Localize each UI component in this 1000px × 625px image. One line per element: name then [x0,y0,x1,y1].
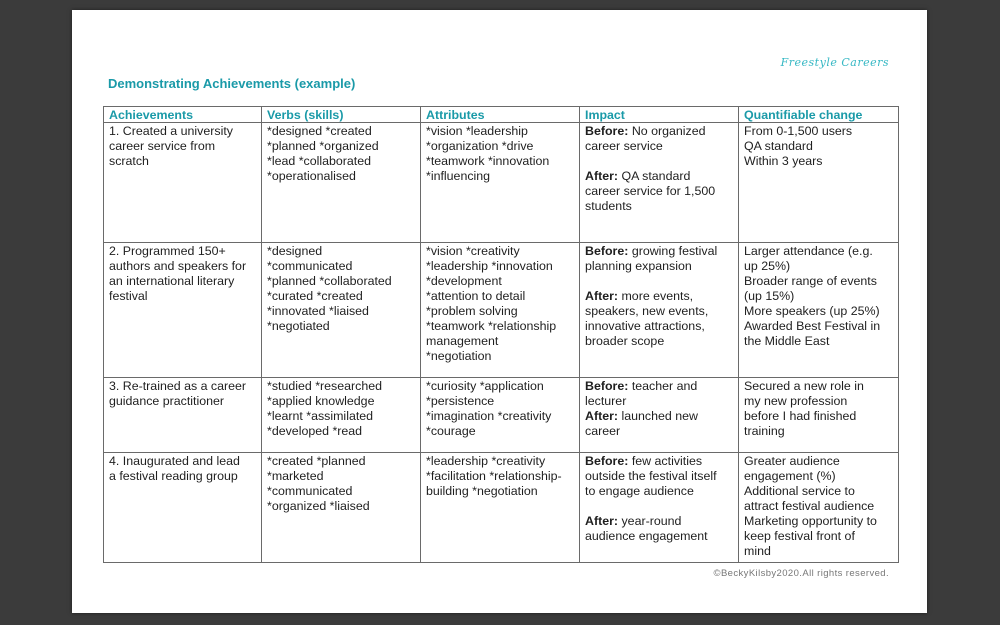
cell-line: *vision *creativity [426,244,520,258]
impact-line [585,169,733,184]
cell-line: before I had finished [744,409,857,423]
cell-line: *leadership *creativity [426,454,546,468]
before-label: Before: [585,244,629,258]
impact-text: teacher and [628,379,698,393]
cell-line: *operationalised [267,169,356,183]
impact-line: innovative attractions, [585,319,705,333]
cell-line: *persistence [426,394,495,408]
quantifiable-change-cell [739,243,899,378]
before-label: Before: [585,379,629,393]
impact-line: speakers, new events, [585,304,709,318]
cell-line: *designed [267,244,323,258]
cell-line: *imagination *creativity [426,409,552,423]
cell-line: Awarded Best Festival in [744,319,881,333]
impact-line: audience engagement [585,529,708,543]
table-row [104,453,899,563]
table-header-row [104,107,899,123]
cell-line: *negotiated [267,319,330,333]
cell-line: my new profession [744,394,848,408]
cell-line: Secured a new role in [744,379,864,393]
page-title: Demonstrating Achievements (example) [108,76,356,91]
achievements-table [103,106,899,563]
impact-line [585,379,733,394]
quantifiable-change-cell [739,378,899,453]
after-label: After: [585,289,619,303]
cell-line: 4. Inaugurated and lead [109,454,240,468]
document-page [72,10,927,613]
header-achievements: Achievements [104,107,262,123]
cell-line: *communicated [267,259,353,273]
quantifiable-change-cell [739,453,899,563]
cell-line: 1. Created a university [109,124,233,138]
cell-line: *learnt *assimilated [267,409,374,423]
attributes-cell [421,453,580,563]
cell-line: *planned *organized [267,139,379,153]
cell-line: guidance practitioner [109,394,225,408]
before-label: Before: [585,124,629,138]
verbs-cell [262,243,421,378]
cell-line: *attention to detail [426,289,526,303]
spacer [585,154,733,169]
cell-line: Greater audience [744,454,840,468]
cell-line: *development [426,274,502,288]
cell-line: *facilitation *relationship- [426,469,562,483]
impact-text: year-round [618,514,682,528]
impact-cell [580,243,739,378]
cell-line: 2. Programmed 150+ [109,244,226,258]
cell-line: *organization *drive [426,139,534,153]
cell-line: *vision *leadership [426,124,528,138]
impact-cell [580,453,739,563]
cell-line: Additional service to [744,484,855,498]
cell-line: *problem solving [426,304,518,318]
impact-line: broader scope [585,334,665,348]
copyright-footer: ©BeckyKilsby2020.All rights reserved. [713,568,889,579]
before-label: Before: [585,454,629,468]
cell-line: *planned *collaborated [267,274,392,288]
cell-line: *applied knowledge [267,394,375,408]
brand-logo: Freestyle Careers [780,56,889,69]
impact-line: students [585,199,632,213]
cell-line: *influencing [426,169,491,183]
cell-line: From 0-1,500 users [744,124,853,138]
impact-line [585,124,733,139]
impact-text: more events, [618,289,694,303]
impact-line: career service [585,139,663,153]
cell-line: *negotiation [426,349,492,363]
after-label: After: [585,409,619,423]
impact-text: launched new [618,409,698,423]
cell-line: *teamwork *innovation [426,154,550,168]
header-impact: Impact [580,107,739,123]
cell-line: an international literary [109,274,235,288]
cell-line: More speakers (up 25%) [744,304,880,318]
cell-line: QA standard [744,139,813,153]
table-row [104,243,899,378]
cell-line: *developed *read [267,424,363,438]
cell-line: training [744,424,785,438]
cell-line: Larger attendance (e.g. [744,244,873,258]
table-row [104,123,899,243]
cell-line: a festival reading group [109,469,238,483]
header-attributes: Attributes [421,107,580,123]
cell-line: *innovated *liaised [267,304,369,318]
impact-text: QA standard [618,169,691,183]
cell-line: building *negotiation [426,484,538,498]
impact-line: lecturer [585,394,627,408]
cell-line: Broader range of events [744,274,877,288]
impact-text: No organized [628,124,706,138]
cell-line: the Middle East [744,334,830,348]
table-row [104,378,899,453]
cell-line: Within 3 years [744,154,823,168]
cell-line: up 25%) [744,259,791,273]
achievement-cell [104,378,262,453]
cell-line: *curated *created [267,289,363,303]
cell-line: *teamwork *relationship [426,319,557,333]
cell-line: *designed *created [267,124,372,138]
cell-line: *leadership *innovation [426,259,553,273]
cell-line: Marketing opportunity to [744,514,877,528]
impact-text: growing festival [628,244,718,258]
impact-line [585,454,733,469]
cell-line: 3. Re-trained as a career [109,379,247,393]
achievement-cell [104,453,262,563]
cell-line: engagement (%) [744,469,836,483]
impact-line: career service for 1,500 [585,184,716,198]
cell-line: *marketed [267,469,324,483]
impact-line: career [585,424,621,438]
quantifiable-change-cell [739,123,899,243]
cell-line: mind [744,544,771,558]
cell-line: *studied *researched [267,379,383,393]
impact-line [585,514,733,529]
impact-line: outside the festival itself [585,469,717,483]
impact-line [585,244,733,259]
impact-cell [580,123,739,243]
impact-text: few activities [628,454,703,468]
verbs-cell [262,378,421,453]
cell-line: *created *planned [267,454,366,468]
cell-line: *lead *collaborated [267,154,372,168]
after-label: After: [585,514,619,528]
verbs-cell [262,123,421,243]
cell-line: *curiosity *application [426,379,544,393]
header-verbs: Verbs (skills) [262,107,421,123]
cell-line: *communicated [267,484,353,498]
verbs-cell [262,453,421,563]
attributes-cell [421,243,580,378]
impact-line [585,289,733,304]
cell-line: authors and speakers for [109,259,247,273]
achievement-cell [104,243,262,378]
cell-line: scratch [109,154,149,168]
cell-line: (up 15%) [744,289,795,303]
cell-line: management [426,334,499,348]
cell-line: keep festival front of [744,529,855,543]
cell-line: *courage [426,424,476,438]
after-label: After: [585,169,619,183]
impact-line: to engage audience [585,484,694,498]
cell-line: career service from [109,139,216,153]
attributes-cell [421,123,580,243]
cell-line: *organized *liaised [267,499,370,513]
impact-cell [580,378,739,453]
header-quantifiable-change: Quantifiable change [739,107,899,123]
attributes-cell [421,378,580,453]
spacer [585,274,733,289]
spacer [585,499,733,514]
achievement-cell [104,123,262,243]
table-body [104,123,899,563]
cell-line: festival [109,289,148,303]
impact-line [585,409,733,424]
impact-line: planning expansion [585,259,692,273]
cell-line: attract festival audience [744,499,875,513]
